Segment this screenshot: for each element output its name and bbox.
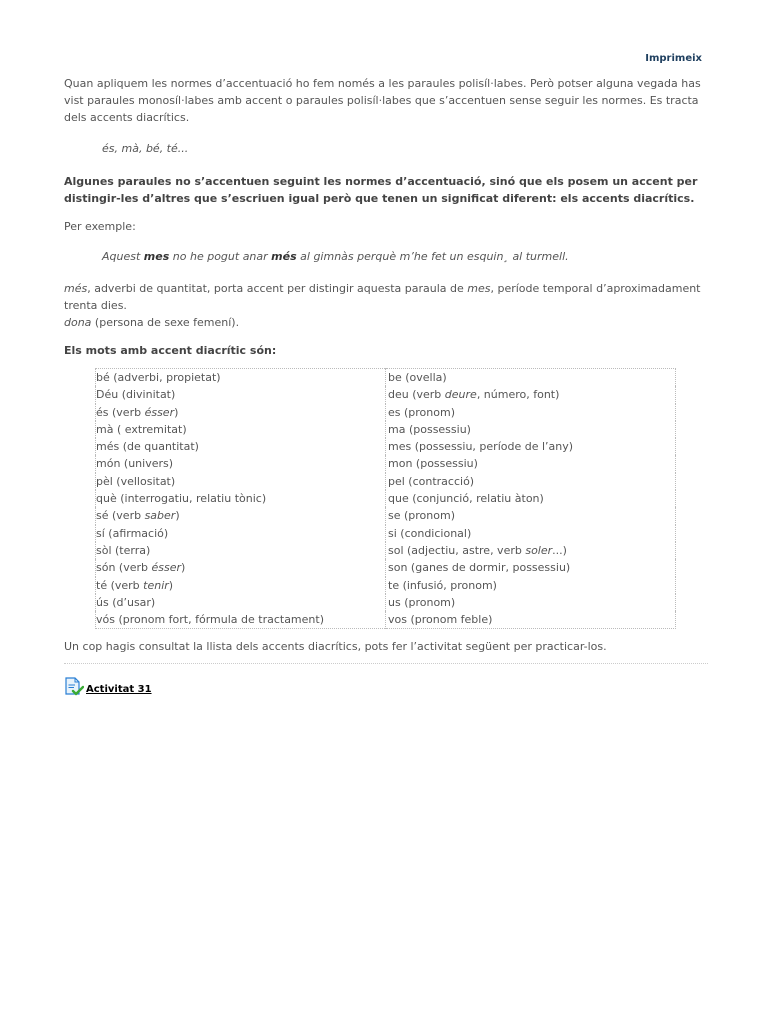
unaccented-word-cell [386,369,676,387]
cell-text: si (condicional) [388,526,472,540]
cell-text: que (conjunció, relatiu àton) [388,492,544,506]
cell-text: Déu (divinitat) [96,388,176,402]
table-row [96,611,676,629]
unaccented-word-cell [386,490,676,507]
table-row [96,577,676,594]
cell-text: bé (adverbi, propietat) [96,371,221,384]
sentence-word-mes: mes [143,250,170,263]
accented-word-cell [96,507,386,524]
cell-text: tenir [143,578,169,592]
unaccented-word-cell [386,386,676,403]
cell-text: món (univers) [96,457,174,471]
cell-text: més (de quantitat) [96,440,199,454]
accented-word-cell [96,473,386,490]
explanation-text: , període temporal d’aproximadament trenta dies. [64,282,701,312]
cell-text: es (pronom) [388,405,455,419]
sentence-word-mes-accent: més [271,250,297,263]
cell-text: és (verb [96,405,145,419]
example-sentence [64,248,708,265]
cell-text: mà ( extremitat) [96,422,187,436]
table-row [96,490,676,507]
section-heading: Els mots amb accent diacrític són: [64,344,277,357]
activity-link[interactable]: Activitat 31 [86,684,152,696]
cell-text: ma (possessiu) [388,422,471,436]
cell-text: què (interrogatiu, relatiu tònic) [96,492,267,506]
accented-word-cell [96,386,386,403]
cell-text: deu (verb [388,388,445,402]
accented-word-cell [96,455,386,472]
cell-text: pel (contracció) [388,474,475,488]
cell-text: són (verb [96,561,152,575]
table-row [96,473,676,490]
cell-text: soler [525,543,553,557]
cell-text: pèl (vellositat) [96,474,176,488]
accented-word-cell [96,559,386,576]
cell-text: ) [168,578,174,592]
cell-text: us (pronom) [388,595,456,609]
cell-text: ...) [552,543,567,557]
cell-text: ús (d’usar) [96,595,156,609]
cell-text: te (infusió, pronom) [388,578,497,592]
explanation-word: mes [467,282,491,295]
unaccented-word-cell [386,507,676,524]
accented-word-cell [96,404,386,421]
unaccented-word-cell [386,542,676,559]
cell-text: mes (possessiu, període de l’any) [388,440,574,454]
table-row [96,421,676,438]
accented-word-cell [96,577,386,594]
activity-row [64,675,708,698]
cell-text: sòl (terra) [96,543,151,557]
accented-word-cell [96,369,386,387]
sentence-part: al gimnàs perquè m’he fet un esquin¸ al turmell. [296,250,569,263]
main-content [64,75,708,698]
cell-text: se (pronom) [388,509,455,523]
intro-paragraph: Quan apliquem les normes d’accentuació ho fem només a les paraules polisíl·labes. Però potser alguna vegada has vist paraules monosíl·labes amb accent o paraules polisíl·labes que s’accentuen sense seguir les normes. Es tracta dels accents diacrítics. [64,77,701,124]
unaccented-word-cell [386,421,676,438]
unaccented-word-cell [386,404,676,421]
cell-text: ) [174,405,179,419]
explanation-mes [64,280,708,314]
example-words: és, mà, bé, té... [102,142,189,155]
explanation-dona [64,314,708,331]
cell-text: saber [144,509,176,523]
unaccented-word-cell [386,559,676,576]
table-row [96,455,676,472]
cell-text: son (ganes de dormir, possessiu) [388,561,571,575]
table-row [96,542,676,559]
table-row [96,507,676,524]
accented-word-cell [96,490,386,507]
definition-paragraph: Algunes paraules no s’accentuen seguint les normes d’accentuació, sinó que els posem un accent per distingir-les d’altres que s’escriuen igual però que tenen un significat diferent: els accents diacrítics. [64,175,698,205]
cell-text: ) [181,561,186,575]
closing-paragraph: Un cop hagis consultat la llista dels accents diacrítics, pots fer l’activitat següent per practicar-los. [64,640,607,654]
accented-word-cell [96,594,386,611]
cell-text: mon (possessiu) [388,457,478,471]
cell-text: be (ovella) [388,371,447,384]
table-row [96,404,676,421]
cell-text: ) [175,509,180,523]
explanation-text: , adverbi de quantitat, porta accent per distingir aquesta paraula de [87,282,468,295]
unaccented-word-cell [386,525,676,542]
table-row [96,386,676,403]
explanation-word: dona [64,316,92,329]
accented-word-cell [96,611,386,629]
cell-text: ésser [144,405,175,419]
cell-text: ésser [151,561,182,575]
cell-text: vós (pronom fort, fórmula de tractament) [96,613,324,627]
table-row [96,594,676,611]
table-row [96,438,676,455]
print-link[interactable]: Imprimeix [645,53,702,64]
unaccented-word-cell [386,611,676,629]
table-row [96,559,676,576]
explanation-word: més [64,282,88,295]
cell-text: deure [444,388,477,402]
accented-word-cell [96,438,386,455]
activity-document-check-icon[interactable] [64,677,84,697]
cell-text: sé (verb [96,509,145,523]
unaccented-word-cell [386,473,676,490]
cell-text: té (verb [96,578,144,592]
cell-text: , número, font) [476,388,560,402]
cell-text: vos (pronom feble) [388,613,493,627]
unaccented-word-cell [386,438,676,455]
cell-text: sol (adjectiu, astre, verb [388,543,526,557]
cell-text: sí (afirmació) [96,526,169,540]
table-row [96,525,676,542]
diacritics-table [95,368,676,629]
unaccented-word-cell [386,577,676,594]
separator [64,663,708,664]
sentence-part: no he pogut anar [169,250,272,263]
sentence-part: Aquest [102,250,144,263]
unaccented-word-cell [386,594,676,611]
per-exemple-label: Per exemple: [64,220,136,233]
unaccented-word-cell [386,455,676,472]
explanation-text: (persona de sexe femení). [91,316,240,329]
accented-word-cell [96,542,386,559]
table-row [96,369,676,387]
accented-word-cell [96,421,386,438]
accented-word-cell [96,525,386,542]
